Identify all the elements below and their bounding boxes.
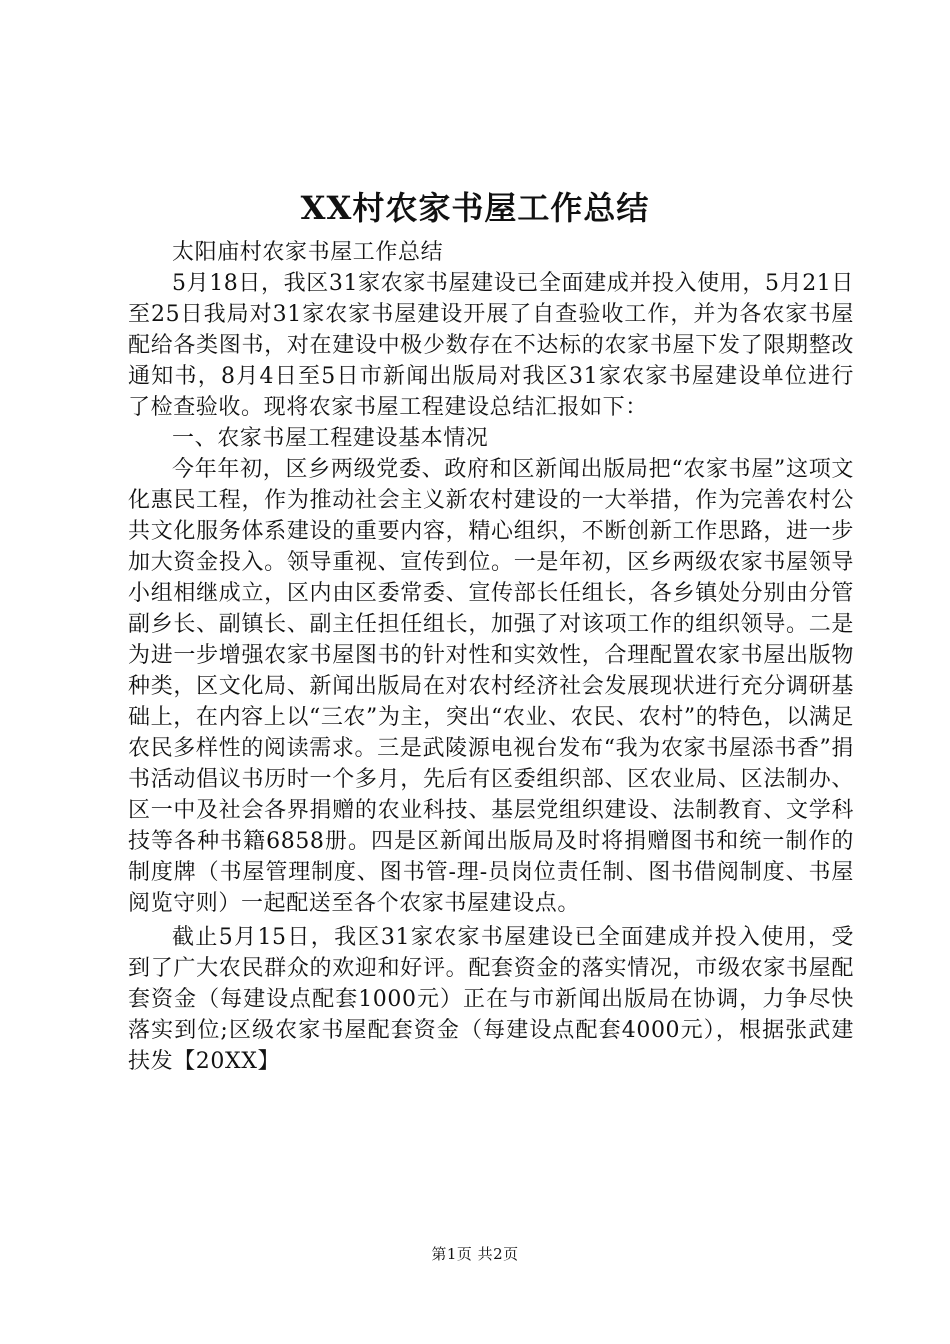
document-title: XX村农家书屋工作总结 <box>300 189 650 227</box>
section-heading: 一、农家书屋工程建设基本情况 <box>172 426 489 451</box>
paragraph-funding: 截止5月15日，我区31家农家书屋建设已全面建成并投入使用，受到了广大农民群众的欢迎和好评。配套资金的落实情况，市级农家书屋配套资金（每建设点配套1000元）正在与市新闻出版局在协调，力争尽快落实到位;区级农家书屋配套资金（每建设点配套4000元），根据张武建扶发【20XX】 <box>128 925 854 1074</box>
page-footer: 第1页 共2页 <box>431 1245 519 1263</box>
paragraph-intro: 5月18日，我区31家农家书屋建设已全面建成并投入使用，5月21日至25日我局对31家农家书屋建设开展了自查验收工作，并为各农家书屋配给各类图书，对在建设中极少数存在不达标的农家书屋下发了限期整改通知书，8月4日至5日市新闻出版局对我区31家农家书屋建设单位进行了检查验收。现将农家书屋工程建设总结汇报如下： <box>128 271 854 420</box>
paragraph-basic-situation: 今年年初，区乡两级党委、政府和区新闻出版局把“农家书屋”这项文化惠民工程，作为推动社会主义新农村建设的一大举措，作为完善农村公共文化服务体系建设的重要内容，精心组织，不断创新工作思路，进一步加大资金投入。领导重视、宣传到位。一是年初，区乡两级农家书屋领导小组相继成立，区内由区委常委、宣传部长任组长，各乡镇处分别由分管副乡长、副镇长、副主任担任组长，加强了对该项工作的组织领导。二是为进一步增强农家书屋图书的针对性和实效性，合理配置农家书屋出版物种类，区文化局、新闻出版局在对农村经济社会发展现状进行充分调研基础上，在内容上以“三农”为主，突出“农业、农民、农村”的特色，以满足农民多样性的阅读需求。三是武陵源电视台发布“我为农家书屋添书香”捐书活动倡议书历时一个多月，先后有区委组织部、区农业局、区法制办、区一中及社会各界捐赠的农业科技、基层党组织建设、法制教育、文学科技等各种书籍6858册。四是区新闻出版局及时将捐赠图书和统一制作的制度牌（书屋管理制度、图书管-理-员岗位责任制、图书借阅制度、书屋阅览守则）一起配送至各个农家书屋建设点。 <box>128 457 854 916</box>
paragraph-subtitle: 太阳庙村农家书屋工作总结 <box>172 240 444 265</box>
document-body <box>128 237 854 1077</box>
